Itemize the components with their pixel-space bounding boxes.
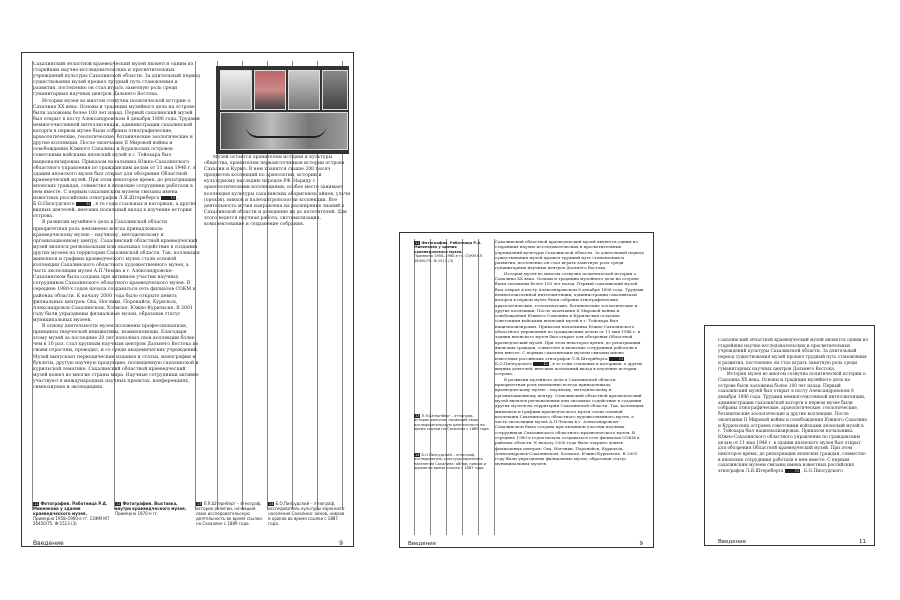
body-column-right bbox=[204, 155, 352, 275]
caption-1 bbox=[414, 241, 490, 263]
paragraph-text: , Б.О.Пилсудского bbox=[495, 355, 627, 366]
spread-page-small bbox=[704, 325, 875, 546]
page-number: 9 bbox=[639, 541, 643, 547]
body-column bbox=[495, 239, 645, 529]
paragraph: В развитии музейного дела в Сахалинской области приоритетная роль неизменно всегда принадлежала краеведческому музею – научному, методическому и организационному центру. Сахалинский областной краеведческий музей являлся региональным или оказывал содействие в создании других музеев на территории Сахалинской области. Так, коллекция живописи и графики краеведческого музея стали основой коллекции Сахалинского областного художественного музея, а часть экспозиции музея А.П.Чехова в г. Александровске-Сахалинском была создана при активном участии научных сотрудников Сахалинского областного краеведческого музея. В середине 1980-х годов начала создаваться сеть филиалов СОКМ в районах области. К началу 2000 года было открыто девять филиальных центров: Оха, Ноглики, Поронайск, Курильск, Александровск-Сахалинском, Холмске, Южно-Курильске. В 2001 году были упразднены филиальные музеи, образовав статус муниципальных музеев. bbox=[495, 376, 644, 467]
paragraph: Сахалинский областной краеведческий музей является одним из старейших научно-исследовательских и просветительных учреждений культуры Сахалинской области. За длительный период существования музей прошел трудный путь становления и развития, постепенно он стал играть заметную роль среди гуманитарных научных центров Дальнего Востока. bbox=[495, 239, 644, 271]
caption-3 bbox=[196, 501, 266, 526]
caption-text: Л.Я.Штернберг – этнограф, историк религии, начавший свою исследовательскую деятельность во время ссылки на Сахалине с 1889 года. bbox=[414, 414, 490, 432]
caption-text: Б.О.Пилсудский – этнограф, исследователь культуры коренного населения Сахалина: айнов, нивхов и ороков во время ссылки с 1887 года. bbox=[414, 453, 487, 471]
caption-4 bbox=[414, 453, 490, 471]
paragraph-text: История музея во многом созвучна политической истории о. Сахалина XX века. Основы и традиции музейного дела на острове были заложены более 100 лет назад. Первый сахалинский музей был открыт в посту Александровском 8 декабря 1896 года. Трудами немногочисленной интеллигенции, администрации сахалинской каторги в первом музее были собраны этнографические, археологические, геологические, ботанические зоологические и другие коллекции. После окончания II Мировой войны и освобождения Южного Сахалина и Курильских островов советскими войсками японский музей в г. Тойохара был национализирован. Приказом начальника Южно-Сахалинского областного управления по гражданским делам от 11 мая 1946 г. в здании японского музея был открыт для обозрения Областной краеведческий музей. При этом некоторое время, до репатриации японских граждан, совместно в японские сотрудники работали в нем вместе. С первым сахалинским музеем связаны имена известных российских этнографов Л.Я.Штернберга bbox=[718, 372, 867, 475]
column-guide bbox=[462, 239, 463, 535]
caption-number: 14 bbox=[269, 502, 274, 506]
paragraph: В основу деятельности музея положены профессионализм, принципы творческой инициативы, взаимопомощи. Благодаря этому музей за последние 20 лет пополнил свои коллекции более чем в 10 раз, стал крупным научным центром Дальнего Востока по своим отраслям, проводил, и со среди академических учреждений. Музей выпускает периодические издания и статьи, монографии и буклеты, другую научную продукцию, посвященную сахалинской и курильской тематике. Сахалинский областной краеведческий музей вошел во многие страны мира. Научные сотрудники активно участвуют в международных научных проектах, конференциях, симпозиумах и экспедициях. bbox=[33, 324, 199, 390]
caption-number: 12 bbox=[116, 502, 121, 506]
caption-title: Фотография. Выставка, внутри краеведческого музея. bbox=[115, 501, 187, 511]
paragraph bbox=[33, 99, 201, 221]
column-guide bbox=[414, 239, 415, 535]
paragraph: Музей остается хранителем истории и культуры общества, хранителем первоисточников истории острова Сахалин и Курил. В нем хранятся свыше 200 тысяч предметов коллекций по археологии, истории и культурному наследию народов РФ. Наряду с археологическими коллекциями, особое место занимает коллекция культуры сахалинских аборигенов: айнов, ульчи (орохов), нивхов и палеоантропологии коллекции. Все деятельность музея направлена на расширение знаний о Сахалинской области и доведение их до посетителей. Для этого ведется научная работа, систематизация, комплектование и сохранение собрания. bbox=[204, 155, 351, 228]
paragraph-text: , в те годы ссыльных и каторжан, а других видных деятелей, внесших посильный вклад в изучение истории острова. bbox=[33, 202, 197, 220]
note-marker: 12 bbox=[76, 202, 91, 206]
caption-text: Примерно 1970-е гг. bbox=[115, 511, 159, 516]
caption-2 bbox=[115, 501, 193, 516]
running-footer-section: Введение bbox=[408, 541, 437, 547]
paragraph: Сахалинский областной краеведческий музей является одним из старейших научно-исследовательских и просветительных учреждений культуры Сахалинской области. За длительный период существования музей прошел трудный путь становления и развития, постепенно он стал играть заметную роль среди гуманитарных научных центров Дальнего Востока. bbox=[718, 338, 868, 372]
caption-text: Л.Я.Штернберг – этнограф, историк религии, начавший свою исследовательскую деятельность во время ссылки на Сахалине с 1889 года. bbox=[196, 501, 262, 526]
caption-text: Б.О.Пилсудский – этнограф, исследователь культуры коренного населения Сахалина: айнов, нивхов и ороков во время ссылки с 1887 года. bbox=[268, 501, 345, 526]
caption-number: 11 bbox=[415, 241, 420, 245]
caption-1 bbox=[33, 501, 111, 526]
spread-page-large bbox=[21, 52, 354, 547]
museum-interior-photo bbox=[216, 66, 349, 154]
column-guide bbox=[478, 239, 479, 535]
page-number: 11 bbox=[859, 539, 866, 545]
paragraph: Сахалинский областной краеведческий музей является одним из старейших научно-исследовательских и просветительных учреждений культуры Сахалинской области. За длительный период существования музей прошел трудный путь становления и развития, постепенно он стал играть заметную роль среди гуманитарных научных центров Дальнего Востока. bbox=[33, 62, 200, 98]
paragraph-text: , в те годы ссыльных и каторжан, а других видных деятелей, внесших посильный вклад в изучение истории острова. bbox=[495, 360, 643, 377]
caption-title: Фотография. Работница Р.А. Миненкова у здания краеведческого музея. bbox=[414, 241, 482, 254]
page-number: 9 bbox=[339, 540, 343, 547]
paragraph bbox=[718, 372, 868, 475]
paragraph-text: , Б.О.Пилсудского bbox=[33, 196, 179, 208]
note-marker: 12 bbox=[533, 362, 548, 366]
caption-text: Примерно 1958–1960-е гг. СОКМ КП 26450/75. Ф-1513 (3) bbox=[33, 516, 110, 526]
paragraph bbox=[495, 271, 645, 377]
caption-number: 11 bbox=[34, 502, 39, 506]
note-marker: 11 bbox=[785, 469, 800, 473]
column-guide bbox=[446, 239, 447, 535]
running-footer-section: Введение bbox=[33, 540, 64, 547]
paragraph-text: История музея во многом созвучна политической истории о. Сахалина XX века. Основы и традиции музейного дела на острове были заложены более 100 лет назад. Первый сахалинский музей был открыт в посту Александровском 8 декабря 1896 года. Трудами немногочисленной интеллигенции, администрации сахалинской каторги в первом музее были собраны этнографические, археологические, геологические, ботанические зоологические и другие коллекции. После окончания II Мировой войны и освобождения Южного Сахалина и Курильских островов советскими войсками японский музей в г. Тойохара был национализирован. Приказом начальника Южно-Сахалинского областного управления по гражданским делам от 11 мая 1946 г. в здании японского музея был открыт для обозрения Областной краеведческий музей. При этом некоторое время, до репатриации японских граждан, совместно в японские сотрудники работали в нем вместе. С первым сахалинским музеем связаны имена известных российских этнографов Л.Я.Штернберга bbox=[495, 270, 644, 361]
caption-number: 14 bbox=[415, 453, 420, 457]
body-column bbox=[718, 338, 868, 523]
paragraph-text: , Б.О.Пилсудского bbox=[801, 469, 843, 475]
caption-3 bbox=[414, 414, 490, 432]
paragraph-text: История музея во многом созвучна политической истории о. Сахалина XX века. Основы и традиции музейного дела на острове были заложены более 100 лет назад. Первый сахалинский музей был открыт в посту Александровском 8 декабря 1896 года. Трудами немногочисленной интеллигенции, администрации сахалинской каторги в первом музее были собраны этнографические, археологические, геологические, ботанические зоологические и другие коллекции. После окончания II Мировой войны и освобождения Южного Сахалина и Курильских островов советскими войсками японский музей в г. Тойохара был национализирован. Приказом начальника Южно-Сахалинского областного управления по гражданским делам от 11 мая 1946 г. в здании японского музея был открыт для обозрения Областной краеведческий музей. При этом некоторое время, до репатриации японских граждан, совместно в японские сотрудники работали в нем вместе. С первым сахалинским музеем связаны имена известных российских этнографов Л.Я.Штернберга bbox=[33, 98, 200, 202]
caption-title: Фотография. Работница Р.А. Миненкова у здания краеведческого музея. bbox=[33, 501, 108, 516]
column-guide bbox=[430, 239, 431, 535]
caption-4 bbox=[268, 501, 348, 526]
caption-number: 13 bbox=[197, 502, 202, 506]
caption-number: 13 bbox=[415, 414, 420, 418]
body-column-left bbox=[33, 62, 201, 502]
paragraph: В развитии музейного дела в Сахалинской области приоритетная роль неизменно всегда принадлежала краеведческому музею – научному, методическому и организационному центру. Сахалинский областной краеведческий музей являлся региональным или оказывал содействие в создании других музеев на территории Сахалинской области. Так, коллекция живописи и графики краеведческого музея стали основой коллекции Сахалинского областного художественного музея, а часть экспозиции музея А.П.Чехова в г. Александровске-Сахалинском была создана при активном участии научных сотрудников Сахалинского областного краеведческого музея. В середине 1980-х годов начала создаваться сеть филиалов СОКМ в районах области. К началу 2000 года было открыто девять филиальных центров: Оха, Ноглики, Поронайск, Курильск, Александровск-Сахалинском, Холмске, Южно-Курильске. В 2001 году были упразднены филиальные музеи, образовав статус муниципальных музеев. bbox=[33, 220, 200, 323]
spread-page-medium bbox=[399, 232, 654, 548]
note-marker: 11 bbox=[161, 196, 176, 200]
caption-text: Примерно 1958–1960-е гг. СОКМ КП 26450/75. Ф-1513 (3) bbox=[414, 254, 483, 263]
note-marker: 11 bbox=[609, 357, 624, 361]
running-footer-section: Введение bbox=[718, 539, 747, 545]
